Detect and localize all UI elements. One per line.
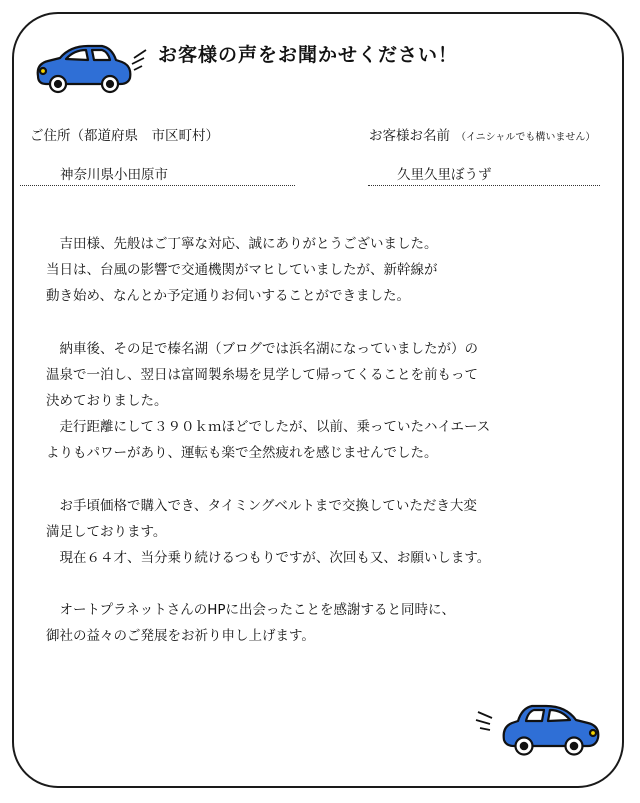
text-line: お手頃価格で購入でき、タイミングベルトまで交換していただき大変: [46, 497, 477, 514]
page-title: お客様の声をお聞かせください！: [158, 44, 459, 66]
address-label: ご住所（都道府県 市区町村）: [30, 128, 219, 144]
name-value: 久里久里ぼうず: [397, 167, 492, 183]
text-line: 満足しております。: [46, 523, 167, 540]
address-underline: [20, 185, 295, 186]
address-value: 神奈川県小田原市: [60, 167, 168, 183]
paragraph: [46, 597, 606, 649]
name-underline: [368, 185, 600, 186]
paragraph: [46, 231, 606, 310]
letter-body: [46, 231, 606, 676]
text-line: 当日は、台風の影響で交通機関がマヒしていましたが、新幹線が: [46, 262, 438, 279]
text-line: オートプラネットさんのHPに出会ったことを感謝すると同時に、: [46, 602, 455, 619]
text-line: 決めておりました。: [46, 393, 168, 410]
car-icon: [474, 696, 604, 758]
text-line: 納車後、その足で榛名湖（ブログでは浜名湖になっていましたが）の: [46, 340, 478, 357]
text-line: 動き始め、なんとか予定通りお伺いすることができました。: [46, 288, 410, 305]
paragraph: [46, 336, 606, 467]
text-line: 吉田様、先般はご丁寧な対応、誠にありがとうございました。: [46, 236, 438, 252]
text-line: 現在６４才、当分乗り続けるつもりですが、次回も又、お願いします。: [46, 550, 491, 567]
text-line: 温泉で一泊し、翌日は富岡製糸場を見学して帰ってくることを前もって: [46, 366, 478, 383]
car-icon: [30, 38, 150, 96]
name-label-note: （イニシャルでも構いません）: [456, 132, 596, 143]
text-line: 御社の益々のご発展をお祈り申し上げます。: [46, 628, 315, 645]
text-line: 走行距離にして３９０ｋｍほどでしたが、以前、乗っていたハイエース: [46, 419, 491, 436]
paragraph: [46, 493, 606, 572]
name-label: [369, 124, 595, 144]
text-line: よりもパワーがあり、運転も楽で全然疲れを感じませんでした。: [46, 445, 438, 462]
name-label-text: お客様お名前: [369, 128, 450, 144]
